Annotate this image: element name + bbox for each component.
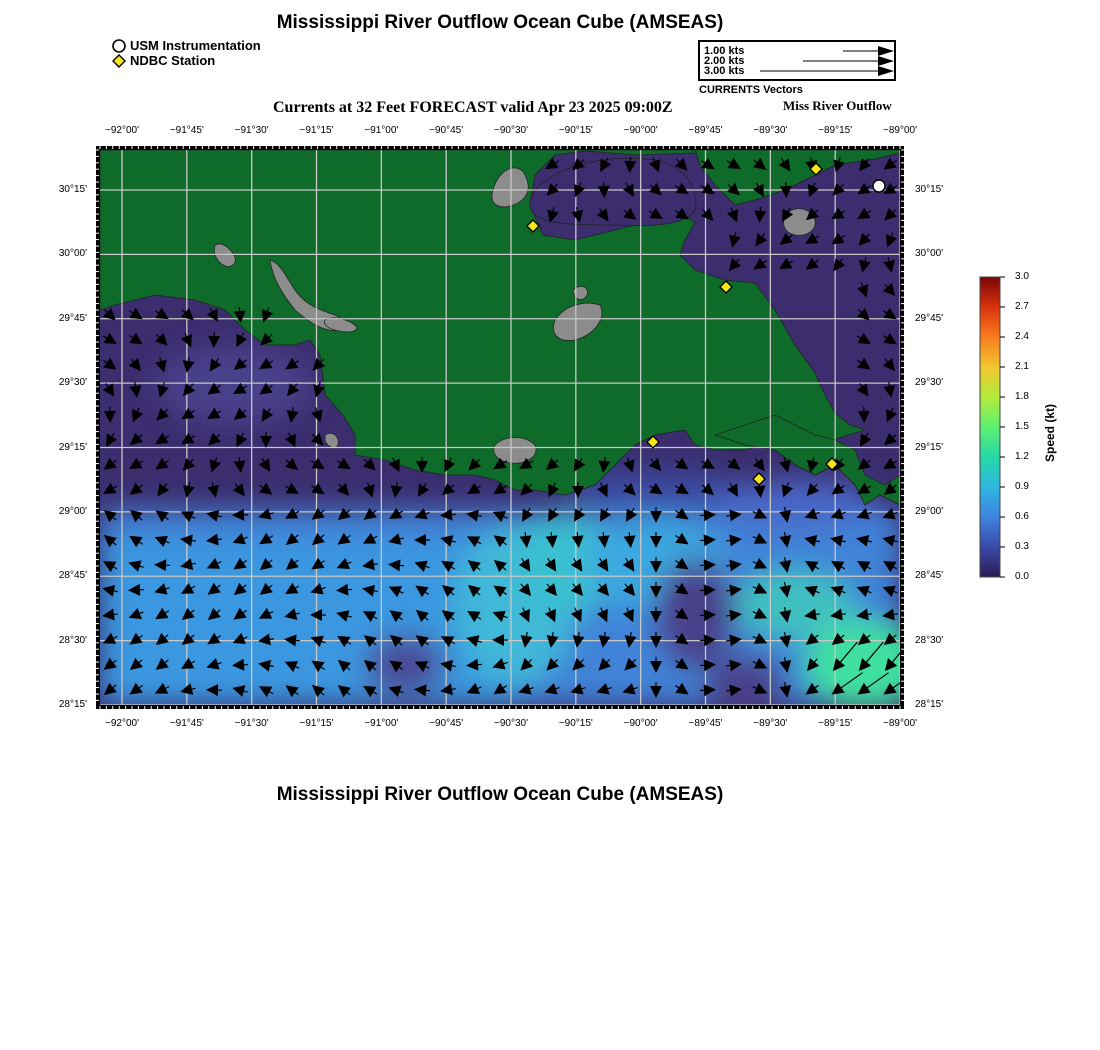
lon-tick-label: −90°45' bbox=[429, 718, 464, 729]
legend-ndbc-label: NDBC Station bbox=[130, 53, 216, 68]
legend-usm-label: USM Instrumentation bbox=[130, 38, 261, 53]
arrow-icon bbox=[878, 46, 894, 56]
lon-tick-label: −91°00' bbox=[364, 125, 399, 136]
lon-tick-label: −90°15' bbox=[558, 125, 593, 136]
colorbar-tick-label: 1.5 bbox=[1015, 421, 1029, 432]
lat-tick-label: 29°00' bbox=[915, 505, 944, 517]
lon-tick-label: −90°00' bbox=[623, 718, 658, 729]
vector-legend-arrows bbox=[700, 42, 894, 79]
vector-legend bbox=[698, 40, 896, 81]
usm-marker-icon bbox=[112, 39, 126, 53]
colorbar-tick-label: 1.8 bbox=[1015, 391, 1029, 402]
lat-tick-label: 30°00' bbox=[58, 248, 87, 260]
colorbar-gradient bbox=[980, 277, 1000, 577]
lon-tick-label: −91°00' bbox=[364, 718, 399, 729]
lake-cataouatche bbox=[573, 286, 588, 299]
colorbar-tick-label: 1.2 bbox=[1015, 451, 1029, 462]
lat-tick-label: 29°45' bbox=[915, 312, 944, 324]
lat-tick-label: 28°45' bbox=[58, 570, 87, 582]
lat-tick-label: 29°30' bbox=[915, 377, 944, 389]
vector-legend-row-1: 1.00 kts bbox=[704, 45, 745, 57]
colorbar-tick-label: 0.0 bbox=[1015, 571, 1029, 582]
lat-tick-label: 30°15' bbox=[915, 184, 944, 195]
map-title: Mississippi River Outflow Ocean Cube (AMSEAS) bbox=[276, 12, 724, 33]
lat-tick-label: 29°00' bbox=[58, 505, 87, 517]
ndbc-marker-icon bbox=[112, 54, 126, 68]
lon-tick-label: −91°15' bbox=[299, 125, 334, 136]
arrow-icon bbox=[878, 56, 894, 66]
lon-tick-label: −90°30' bbox=[494, 125, 528, 136]
lon-tick-label: −89°45' bbox=[688, 718, 723, 729]
colorbar-tick-label: 3.0 bbox=[1015, 271, 1029, 282]
lon-tick-label: −89°00' bbox=[883, 125, 917, 136]
lon-tick-label: −91°45' bbox=[169, 718, 204, 729]
lon-tick-label: −91°30' bbox=[234, 125, 269, 136]
lon-tick-label: −90°30' bbox=[494, 718, 528, 729]
colorbar-tick-label: 2.1 bbox=[1015, 361, 1029, 372]
lat-tick-label: 29°15' bbox=[915, 441, 944, 453]
lat-tick-label: 29°15' bbox=[58, 441, 87, 453]
lat-tick-label: 28°15' bbox=[58, 699, 87, 710]
lon-tick-label: −90°45' bbox=[429, 125, 464, 136]
lat-tick-label: 28°15' bbox=[915, 699, 944, 710]
lat-tick-label: 29°45' bbox=[58, 312, 87, 324]
lon-tick-label: −89°15' bbox=[818, 125, 853, 136]
colorbar-tick-label: 2.7 bbox=[1015, 301, 1029, 312]
lat-tick-label: 30°15' bbox=[58, 184, 87, 195]
region-label: Miss River Outflow bbox=[783, 98, 892, 113]
arrow-icon bbox=[878, 66, 894, 76]
lon-tick-label: −89°15' bbox=[818, 718, 853, 729]
legend-usm bbox=[112, 38, 261, 53]
bottom-title: Mississippi River Outflow Ocean Cube (AMSEAS) bbox=[276, 784, 724, 805]
vector-legend-caption: CURRENTS Vectors bbox=[699, 84, 803, 96]
lon-tick-label: −91°30' bbox=[234, 718, 269, 729]
vector-legend-row-2: 2.00 kts bbox=[704, 55, 745, 67]
colorbar-title: Speed (kt) bbox=[1043, 403, 1057, 462]
lat-tick-label: 29°30' bbox=[58, 377, 87, 389]
lon-tick-label: −92°00' bbox=[105, 718, 139, 729]
currents-map bbox=[95, 145, 907, 711]
lat-tick-label: 28°30' bbox=[58, 634, 87, 646]
colorbar-tick-label: 2.4 bbox=[1015, 331, 1029, 342]
lon-tick-label: −92°00' bbox=[105, 125, 139, 136]
vector-legend-row-3: 3.00 kts bbox=[704, 65, 745, 77]
colorbar-tick-label: 0.6 bbox=[1015, 511, 1029, 522]
lon-tick-label: −90°00' bbox=[623, 125, 658, 136]
lat-tick-label: 28°30' bbox=[915, 634, 944, 646]
usm-station-marker bbox=[873, 180, 885, 192]
lon-tick-label: −90°15' bbox=[558, 718, 593, 729]
lon-tick-label: −91°15' bbox=[299, 718, 334, 729]
lon-tick-label: −89°30' bbox=[753, 125, 788, 136]
lon-tick-label: −89°30' bbox=[753, 718, 788, 729]
colorbar-tick-label: 0.3 bbox=[1015, 541, 1029, 552]
lon-tick-label: −89°00' bbox=[883, 718, 917, 729]
lon-tick-label: −89°45' bbox=[688, 125, 723, 136]
lat-tick-label: 30°00' bbox=[915, 248, 944, 260]
colorbar-tick-label: 0.9 bbox=[1015, 481, 1029, 492]
map-subtitle: Currents at 32 Feet FORECAST valid Apr 23 2025 09:00Z bbox=[273, 99, 673, 116]
lat-tick-label: 28°45' bbox=[915, 570, 944, 582]
legend-ndbc bbox=[112, 53, 215, 68]
lon-tick-label: −91°45' bbox=[169, 125, 204, 136]
